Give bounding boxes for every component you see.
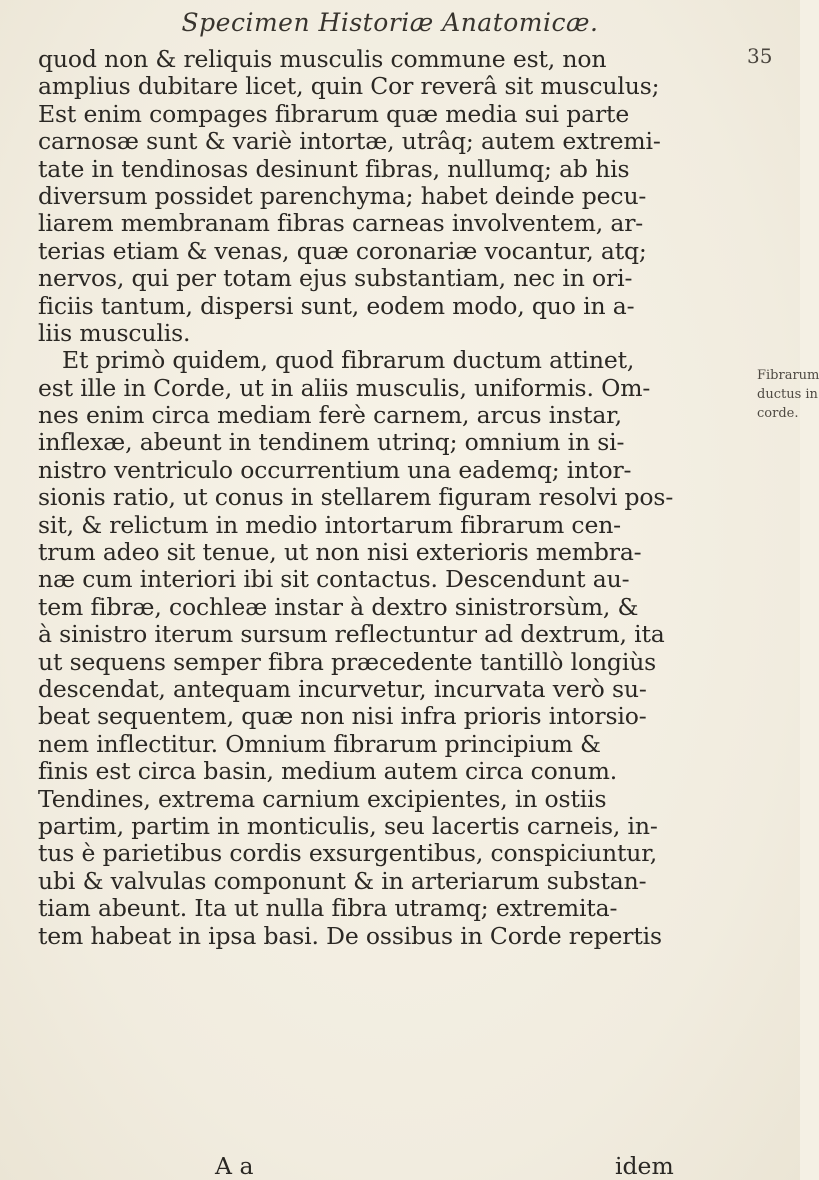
text-line: nem inflectitur. Omnium fibrarum principium & [38,729,601,758]
text-line: est ille in Corde, ut in aliis musculis, uniformis. Om- [38,373,651,402]
text-line: sionis ratio, ut conus in stellarem figuram resolvi pos- [38,483,674,512]
body-text [38,46,748,950]
text-line: quod non & reliquis musculis commune est, non [38,45,607,73]
text-line: amplius dubitare licet, quin Cor reverâ sit musculus; [38,72,660,101]
page-number: 35 [747,44,773,68]
text-line: liis musculis. [38,318,191,347]
text-line: sit, & relictum in medio intortarum fibrarum cen- [38,510,621,539]
signature-mark: A a [215,1152,254,1180]
text-line: descendat, antequam incurvetur, incurvata verò su- [38,674,647,703]
text-line: nervos, qui per totam ejus substantiam, nec in ori- [38,264,633,293]
text-line: diversum possidet parenchyma; habet deinde pecu- [38,181,647,210]
text-line: liarem membranam fibras carneas involventem, ar- [38,209,644,238]
text-line: næ cum interiori ibi sit contactus. Descendunt au- [38,565,630,594]
text-line: trum adeo sit tenue, ut non nisi exterioris membra- [38,538,642,567]
text-line: Tendines, extrema carnium excipientes, in ostiis [38,784,607,813]
text-line: tiam abeunt. Ita ut nulla fibra utramq; extremita- [38,894,618,923]
text-line: nistro ventriculo occurrentium una eademq; intor- [38,455,632,484]
text-line: partim, partim in monticulis, seu lacertis carneis, in- [38,811,658,840]
text-line: tem fibræ, cochleæ instar à dextro sinistrorsùm, & [38,592,639,621]
margin-note-line: ductus in [757,387,818,402]
text-line: à sinistro iterum sursum reflectuntur ad dextrum, ita [38,620,665,649]
text-line: inflexæ, abeunt in tendinem utrinq; omnium in si- [38,428,625,457]
text-line: terias etiam & venas, quæ coronariæ vocantur, atq; [38,236,647,265]
text-line: nes enim circa mediam ferè carnem, arcus instar, [38,401,622,430]
margin-note [757,366,819,423]
text-line: tus è parietibus cordis exsurgentibus, conspiciuntur, [38,839,658,868]
text-line: Est enim compages fibrarum quæ media sui parte [38,99,630,128]
margin-note-line: Fibrarum [757,368,819,383]
text-line: ut sequens semper fibra præcedente tantillò longiùs [38,647,657,676]
text-line: ficiis tantum, dispersi sunt, eodem modo, quo in a- [38,291,635,320]
text-line: tem habeat in ipsa basi. De ossibus in Corde repertis [38,921,662,950]
text-line: Et primò quidem, quod fibrarum ductum attinet, [62,346,635,375]
catchword: idem [615,1152,674,1180]
margin-note-line: corde. [757,406,799,421]
text-line: tate in tendinosas desinunt fibras, nullumq; ab his [38,154,630,183]
running-head: Specimen Historiæ Anatomicæ. [181,8,599,37]
text-line: beat sequentem, quæ non nisi infra prioris intorsio- [38,702,647,731]
text-line: carnosæ sunt & variè intortæ, utrâq; autem extremi- [38,127,661,156]
text-line: ubi & valvulas componunt & in arteriarum substan- [38,866,647,895]
text-line: finis est circa basin, medium autem circa conum. [38,757,618,786]
